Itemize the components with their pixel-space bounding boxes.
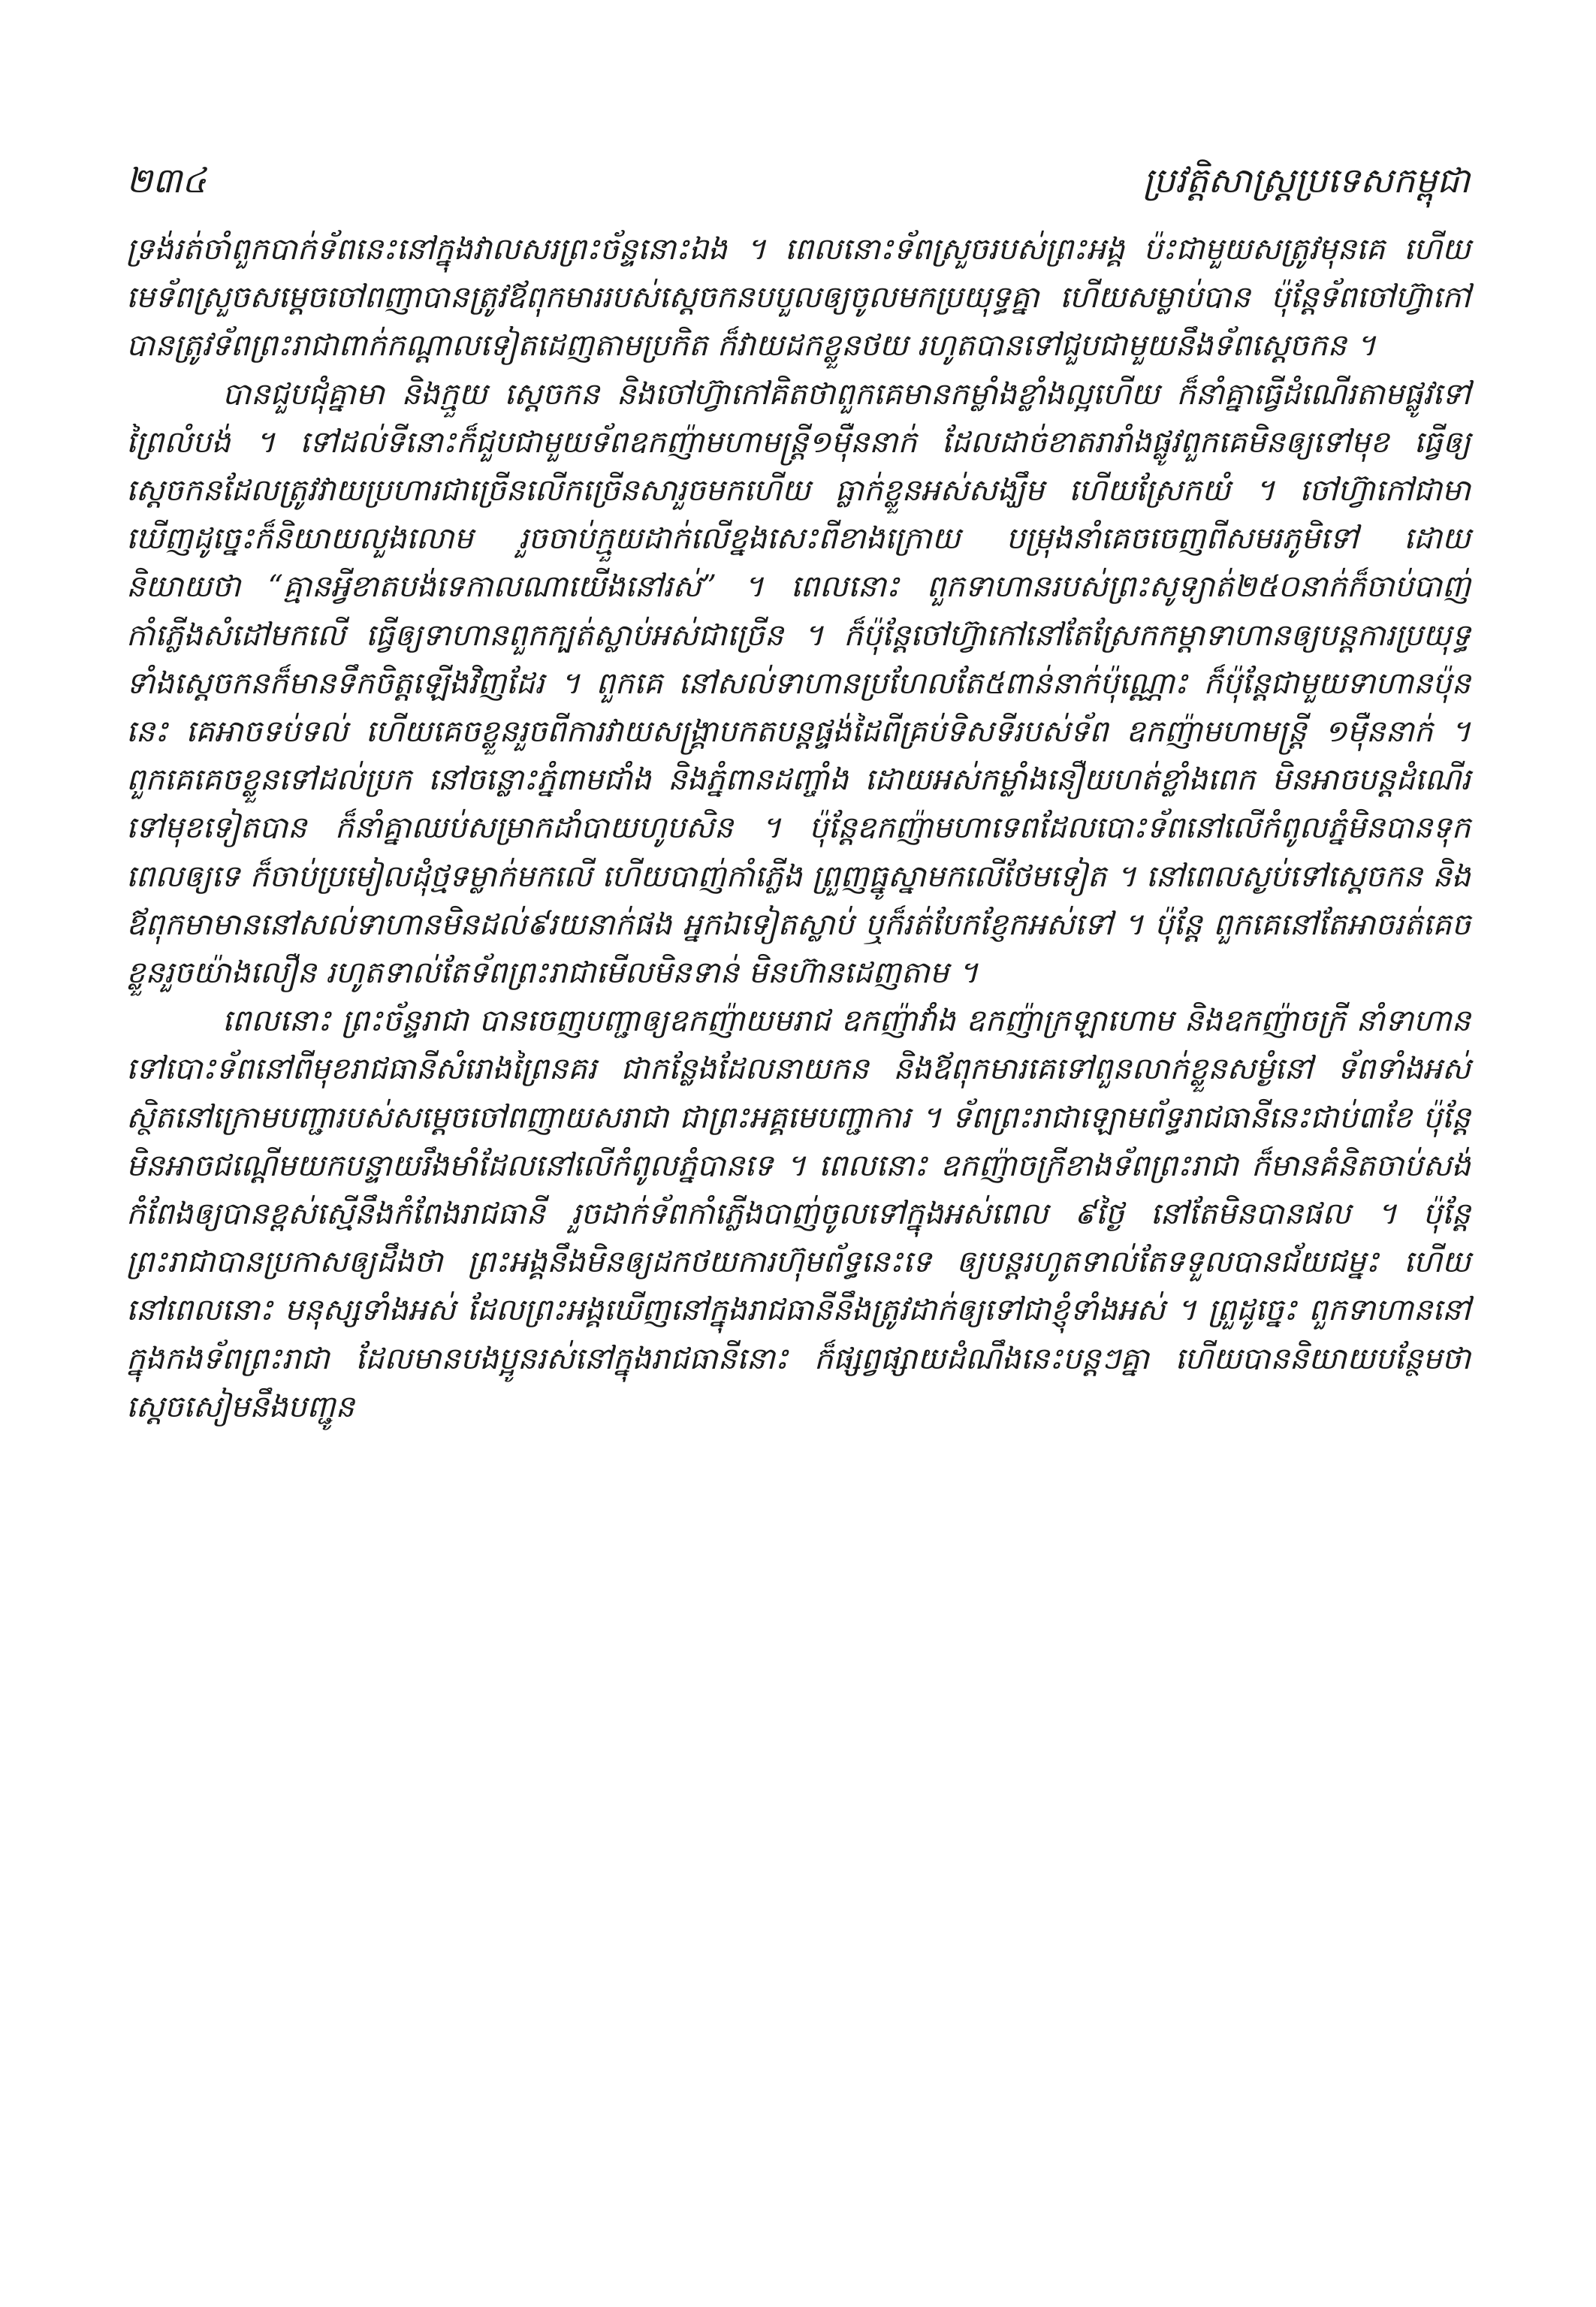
paragraph-1: ទ្រង់រត់ចាំពួកបាក់ទ័ពនេះនៅក្នុងវាលសរព្រះច័ន្ទនោះឯង ។ ពេលនោះទ័ពស្រួចរបស់ព្រះអង្គ ប៉ះជាមួយសត្រូវមុនគេ ហើយមេទ័ពស្រួចសម្ដេចចៅពញាបានត្រូវឪពុកមាររបស់ស្ដេចកនបបួលឲ្យចូលមកប្រយុទ្ធគ្នា ហើយសម្លាប់បាន ប៉ុន្តែទ័ពចៅហ៊្វាកៅបានត្រូវទ័ពព្រះរាជាពាក់កណ្ដាលទៀតដេញតាមប្រកិត ក៏វាយដកខ្លួនថយ រហូតបានទៅជួបជាមួយនឹងទ័ពស្ដេចកន ។ — [126, 232, 1471, 364]
paragraph-2: បានជួបជុំគ្នាមា និងក្មួយ ស្ដេចកន និងចៅហ៊្វាកៅគិតថាពួកគេមានកម្លាំងខ្លាំងល្អហើយ ក៏នាំគ្នាធ្វើដំណើរតាមផ្លូវទៅព្រៃលំបង់ ។ ទៅដល់ទីនោះក៏ជួបជាមួយទ័ពឧកញ៉ាមហាមន្ត្រី១ម៉ឺននាក់ ដែលដាច់ខាតរារាំងផ្លូវពួកគេមិនឲ្យទៅមុខ ធ្វើឲ្យស្ដេចកនដែលត្រូវវាយប្រហារជាច្រើនលើកច្រើនសារួចមកហើយ ធ្លាក់ខ្លួនអស់សង្ឃឹម ហើយស្រែកយំ ។ ចៅហ៊្វាកៅជាមាឃើញដូច្នេះក៏និយាយលួងលោម រួចចាប់ក្មួយដាក់លើខ្នងសេះពីខាងក្រោយ បម្រុងនាំគេចចេញពីសមរភូមិទៅ ដោយនិយាយថា “គ្មានអ្វីខាតបង់ទេកាលណាយើងនៅរស់” ។ ពេលនោះ ពួកទាហានរបស់ព្រះសូទ្យាត់២៥០នាក់ក៏ចាប់បាញ់កាំភ្លើងសំដៅមកលើ ធ្វើឲ្យទាហានពួកក្បត់ស្លាប់អស់ជាច្រើន ។ ក៏ប៉ុន្តែចៅហ៊្វាកៅនៅតែស្រែកកម្ដាទាហានឲ្យបន្តការប្រយុទ្ធ ទាំងស្ដេចកនក៏មានទឹកចិត្តឡើងវិញដែរ ។ ពួកគេ នៅសល់ទាហានប្រហែលតែ៥ពាន់នាក់ប៉ុណ្ណោះ ក៏ប៉ុន្តែជាមួយទាហានប៉ុននេះ គេអាចទប់ទល់ ហើយគេចខ្លួនរួចពីការវាយសង្គ្រាបកតបន្តផ្ទង់ដៃពីគ្រប់ទិសទីរបស់ទ័ព ឧកញ៉ាមហាមន្ត្រី ១ម៉ឺននាក់ ។ ពួកគេគេចខ្លួនទៅដល់ប្រក នៅចន្លោះភ្នំពាមជាំង និងភ្នំពានដញ្ចាំង ដោយអស់កម្លាំងនឿយហត់ខ្លាំងពេក មិនអាចបន្តដំណើរទៅមុខទៀតបាន ក៏នាំគ្នាឈប់សម្រាកដាំបាយហូបសិន ។ ប៉ុន្តែឧកញ៉ាមហាទេពដែលបោះទ័ពនៅលើកំពូលភ្នំមិនបានទុកពេលឲ្យទេ ក៏ចាប់ប្រមៀលដុំថ្មទម្លាក់មកលើ ហើយបាញ់កាំភ្លើង ព្រួញធ្នូស្នាមកលើថែមទៀត ។ នៅពេលស្ងប់ទៅស្ដេចកន និងឪពុកមាមាននៅសល់ទាហានមិនដល់៩រយនាក់ផង អ្នកឯទៀតស្លាប់ ឬក៏រត់បែកខ្ញែកអស់ទៅ ។ ប៉ុន្តែ ពួកគេនៅតែអាចរត់គេចខ្លួនរួចយ៉ាងលឿន រហូតទាល់តែទ័ពព្រះរាជាមើលមិនទាន់ មិនហ៊ានដេញតាម ។ — [126, 376, 1471, 991]
body-text — [126, 225, 1471, 1431]
paragraph-3: ពេលនោះ ព្រះច័ន្ទរាជា បានចេញបញ្ជាឲ្យឧកញ៉ាយមរាជ ឧកញ៉ាវាំង ឧកញ៉ាក្រឡាហោម និងឧកញ៉ាចក្រី នាំទាហានទៅបោះទ័ពនៅពីមុខរាជធានីសំរោងព្រៃនគរ ជាកន្លែងដែលនាយកន និងឪពុកមារគេទៅពួនលាក់ខ្លួនសម្ងំនៅ ទ័ពទាំងអស់ស្ថិតនៅក្រោមបញ្ជារបស់សម្ដេចចៅពញាយសរាជា ជាព្រះអគ្គមេបញ្ជាការ ។ ទ័ពព្រះរាជាឡោមព័ទ្ធរាជធានីនេះជាប់៣ខែ ប៉ុន្តែមិនអាចជណ្ដើមយកបន្ទាយរឹងមាំដែលនៅលើកំពូលភ្នំបានទេ ។ ពេលនោះ ឧកញ៉ាចក្រីខាងទ័ពព្រះរាជា ក៏មានគំនិតចាប់សង់កំពែងឲ្យបានខ្ពស់ស្មើនឹងកំពែងរាជធានី រួចដាក់ទ័ពកាំភ្លើងបាញ់ចូលទៅក្នុងអស់ពេល ៩ថ្ងៃ នៅតែមិនបានផល ។ ប៉ុន្តែ ព្រះរាជាបានប្រកាសឲ្យដឹងថា ព្រះអង្គនឹងមិនឲ្យដកថយការហ៊ុមព័ទ្ធនេះទេ ឲ្យបន្តរហូតទាល់តែទទួលបានជ័យជម្នះ ហើយនៅពេលនោះ មនុស្សទាំងអស់ ដែលព្រះអង្គឃើញនៅក្នុងរាជធានីនឹងត្រូវដាក់ឲ្យទៅជាខ្ញុំទាំងអស់ ។ ព្រួដូច្នេះ ពួកទាហាននៅក្នុងកងទ័ពព្រះរាជា ដែលមានបងប្អូនរស់នៅក្នុងរាជធានីនោះ ក៏ផ្សព្វផ្សាយដំណឹងនេះបន្តៗគ្នា ហើយបាននិយាយបន្ថែមថា ស្ដេចសៀមនឹងបញ្ជូន — [126, 1004, 1471, 1424]
page-number: ២៣៤ — [126, 159, 207, 201]
running-title: ប្រវត្តិសាស្ត្រប្រទេសកម្ពុជា — [1142, 159, 1470, 201]
page-header — [126, 154, 1470, 214]
